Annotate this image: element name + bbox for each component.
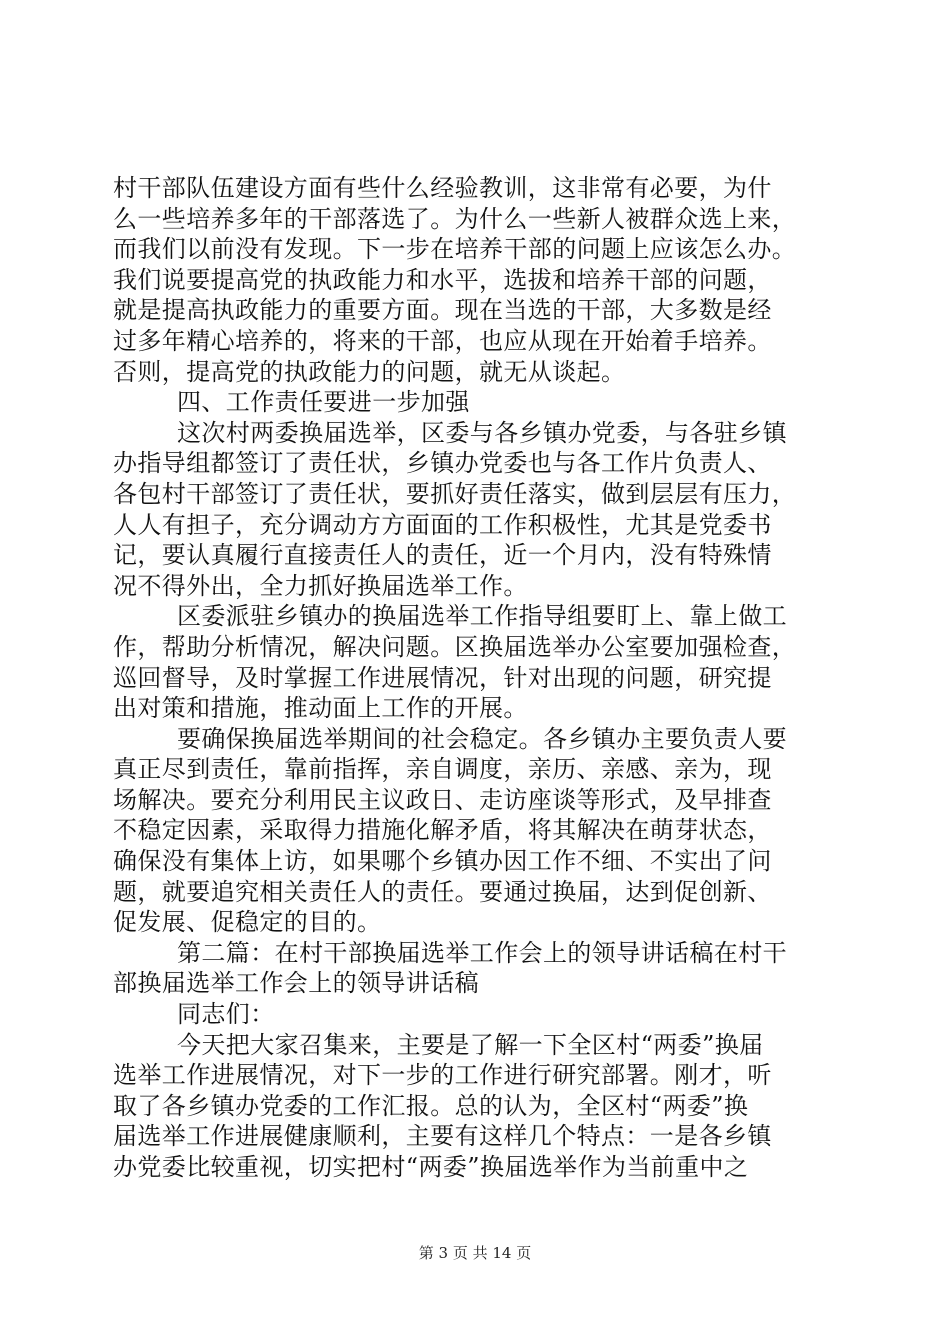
text-line: 况不得外出，全力抓好换届选举工作。	[113, 571, 528, 600]
text-line: 届选举工作进展健康顺利，主要有这样几个特点：一是各乡镇	[113, 1122, 772, 1151]
text-line: 今天把大家召集来，主要是了解一下全区村“两委”换届	[177, 1030, 764, 1059]
text-line: 记，要认真履行直接责任人的责任，近一个月内，没有特殊情	[113, 541, 772, 570]
document-body	[113, 173, 833, 1183]
text-line: 办指导组都签订了责任状，乡镇办党委也与各工作片负责人、	[113, 449, 772, 478]
text-line: 出对策和措施，推动面上工作的开展。	[113, 694, 528, 723]
text-line: 四、工作责任要进一步加强	[177, 388, 470, 417]
text-line: 作，帮助分析情况，解决问题。区换届选举办公室要加强检查，	[113, 632, 797, 661]
text-line: 第二篇：在村干部换届选举工作会上的领导讲话稿在村干	[177, 938, 787, 967]
text-line: 巡回督导，及时掌握工作进展情况，针对出现的问题，研究提	[113, 663, 772, 692]
text-line: 要确保换届选举期间的社会稳定。各乡镇办主要负责人要	[177, 724, 787, 753]
text-line: 场解决。要充分利用民主议政日、走访座谈等形式，及早排查	[113, 785, 772, 814]
text-line: 取了各乡镇办党委的工作汇报。总的认为，全区村“两委”换	[113, 1091, 749, 1120]
text-line: 么一些培养多年的干部落选了。为什么一些新人被群众选上来，	[113, 204, 797, 233]
page-footer: 第 3 页 共 14 页	[418, 1244, 532, 1262]
text-line: 真正尽到责任，靠前指挥，亲自调度，亲历、亲感、亲为，现	[113, 755, 772, 784]
text-line: 人人有担子，充分调动方方面面的工作积极性，尤其是党委书	[113, 510, 772, 539]
text-line: 我们说要提高党的执政能力和水平，选拔和培养干部的问题，	[113, 265, 772, 294]
text-line: 促发展、促稳定的目的。	[113, 908, 382, 937]
text-line: 而我们以前没有发现。下一步在培养干部的问题上应该怎么办。	[113, 235, 797, 264]
text-line: 村干部队伍建设方面有些什么经验教训，这非常有必要，为什	[113, 174, 772, 202]
text-line: 题，就要追究相关责任人的责任。要通过换届，达到促创新、	[113, 877, 772, 906]
text-line: 不稳定因素，采取得力措施化解矛盾，将其解决在萌芽状态，	[113, 816, 772, 845]
text-line: 就是提高执政能力的重要方面。现在当选的干部，大多数是经	[113, 296, 772, 325]
text-line: 选举工作进展情况，对下一步的工作进行研究部署。刚才，听	[113, 1061, 772, 1090]
text-line: 否则，提高党的执政能力的问题，就无从谈起。	[113, 357, 626, 386]
text-line: 确保没有集体上访，如果哪个乡镇办因工作不细、不实出了问	[113, 847, 772, 876]
text-line: 同志们：	[177, 1000, 275, 1029]
text-line: 各包村干部签订了责任状，要抓好责任落实，做到层层有压力，	[113, 479, 797, 508]
text-line: 过多年精心培养的，将来的干部，也应从现在开始着手培养。	[113, 326, 772, 355]
text-line: 办党委比较重视，切实把村“两委”换届选举作为当前重中之	[113, 1153, 749, 1181]
text-line: 部换届选举工作会上的领导讲话稿	[113, 969, 479, 998]
text-line: 这次村两委换届选举，区委与各乡镇办党委，与各驻乡镇	[177, 418, 787, 447]
text-line: 区委派驻乡镇办的换届选举工作指导组要盯上、靠上做工	[177, 602, 787, 631]
